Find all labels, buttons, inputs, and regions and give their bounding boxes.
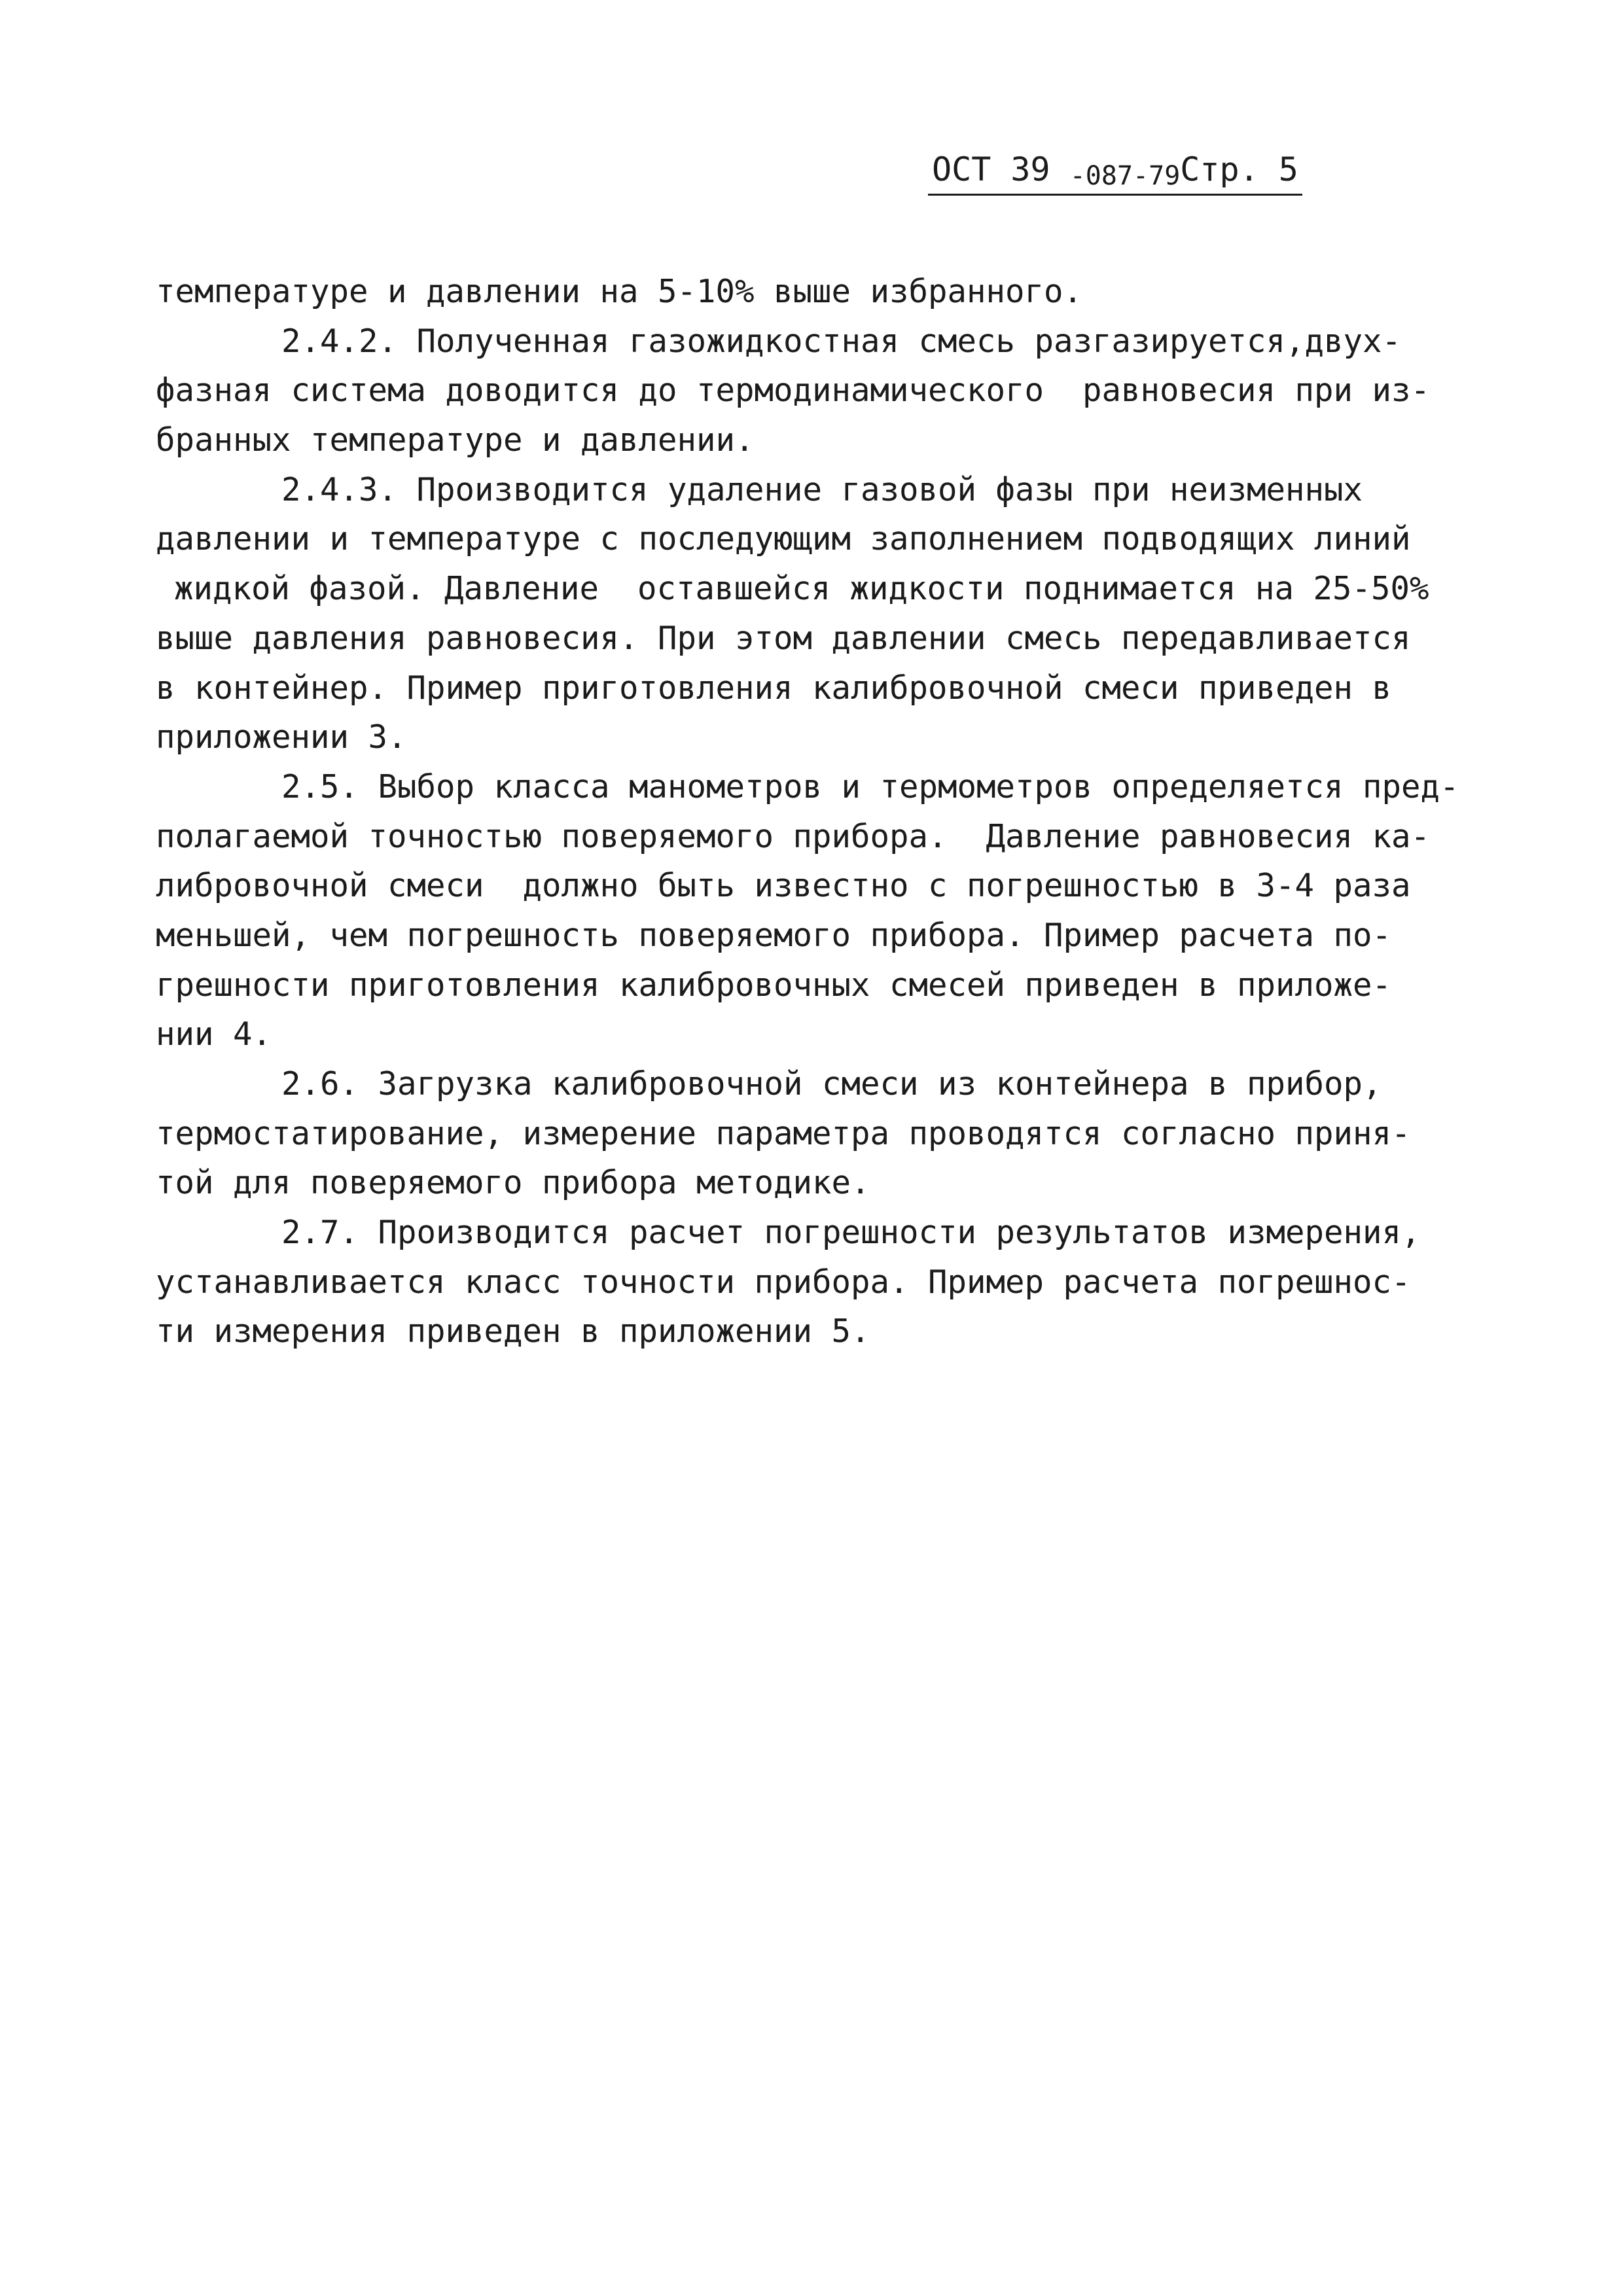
text-line: 2.7. Производится расчет погрешности результатов измерения, xyxy=(281,1214,1421,1252)
text-line: приложении 3. xyxy=(156,718,407,756)
page-header xyxy=(928,147,1302,196)
document-body xyxy=(156,267,1537,1356)
text-line: выше давления равновесия. При этом давлении смесь передавливается xyxy=(156,619,1411,657)
text-line: 2.4.2. Полученная газожидкостная смесь разгазируется,двух- xyxy=(281,322,1402,360)
text-line: фазная система доводится до термодинамического равновесия при из- xyxy=(156,372,1431,410)
text-line: 2.4.3. Производится удаление газовой фазы при неизменных xyxy=(281,470,1363,508)
page-number-label: Стр. 5 xyxy=(1180,150,1298,188)
text-line: ти измерения приведен в приложении 5. xyxy=(156,1313,870,1351)
text-line: термостатирование, измерение параметра проводятся согласно приня- xyxy=(156,1114,1411,1152)
text-line: полагаемой точностью поверяемого прибора. Давление равновесия ка- xyxy=(156,817,1431,855)
text-line: той для поверяемого прибора методике. xyxy=(156,1164,870,1202)
paragraph-continuation xyxy=(156,267,1537,317)
text-line: жидкой фазой. Давление оставшейся жидкости поднимается на 25-50% xyxy=(174,570,1429,608)
text-line: температуре и давлении на 5-10% выше избранного. xyxy=(156,273,1083,310)
text-line: меньшей, чем погрешность поверяемого прибора. Пример расчета по- xyxy=(156,916,1392,954)
paragraph-2-4-2 xyxy=(156,317,1537,465)
paragraph-2-7 xyxy=(156,1208,1537,1356)
paragraph-2-5 xyxy=(156,762,1537,1059)
text-line: грешности приготовления калибровочных смесей приведен в приложе- xyxy=(156,966,1392,1004)
standard-number: -087-79 xyxy=(1069,161,1181,191)
text-line: в контейнер. Пример приготовления калибровочной смеси приведен в xyxy=(156,669,1392,707)
standard-prefix: ОСТ 39 xyxy=(932,150,1070,188)
text-line: давлении и температуре с последующим заполнением подводящих линий xyxy=(156,520,1411,558)
text-line: 2.5. Выбор класса манометров и термометров определяется пред- xyxy=(281,768,1459,805)
paragraph-2-4-3 xyxy=(156,465,1537,762)
paragraph-2-6 xyxy=(156,1059,1537,1208)
text-line: бранных температуре и давлении. xyxy=(156,421,755,459)
text-line: 2.6. Загрузка калибровочной смеси из контейнера в прибор, xyxy=(281,1065,1382,1103)
text-line: устанавливается класс точности прибора. Пример расчета погрешнос- xyxy=(156,1263,1411,1301)
text-line: нии 4. xyxy=(156,1016,272,1053)
text-line: либровочной смеси должно быть известно с погрешностью в 3-4 раза xyxy=(156,867,1411,905)
